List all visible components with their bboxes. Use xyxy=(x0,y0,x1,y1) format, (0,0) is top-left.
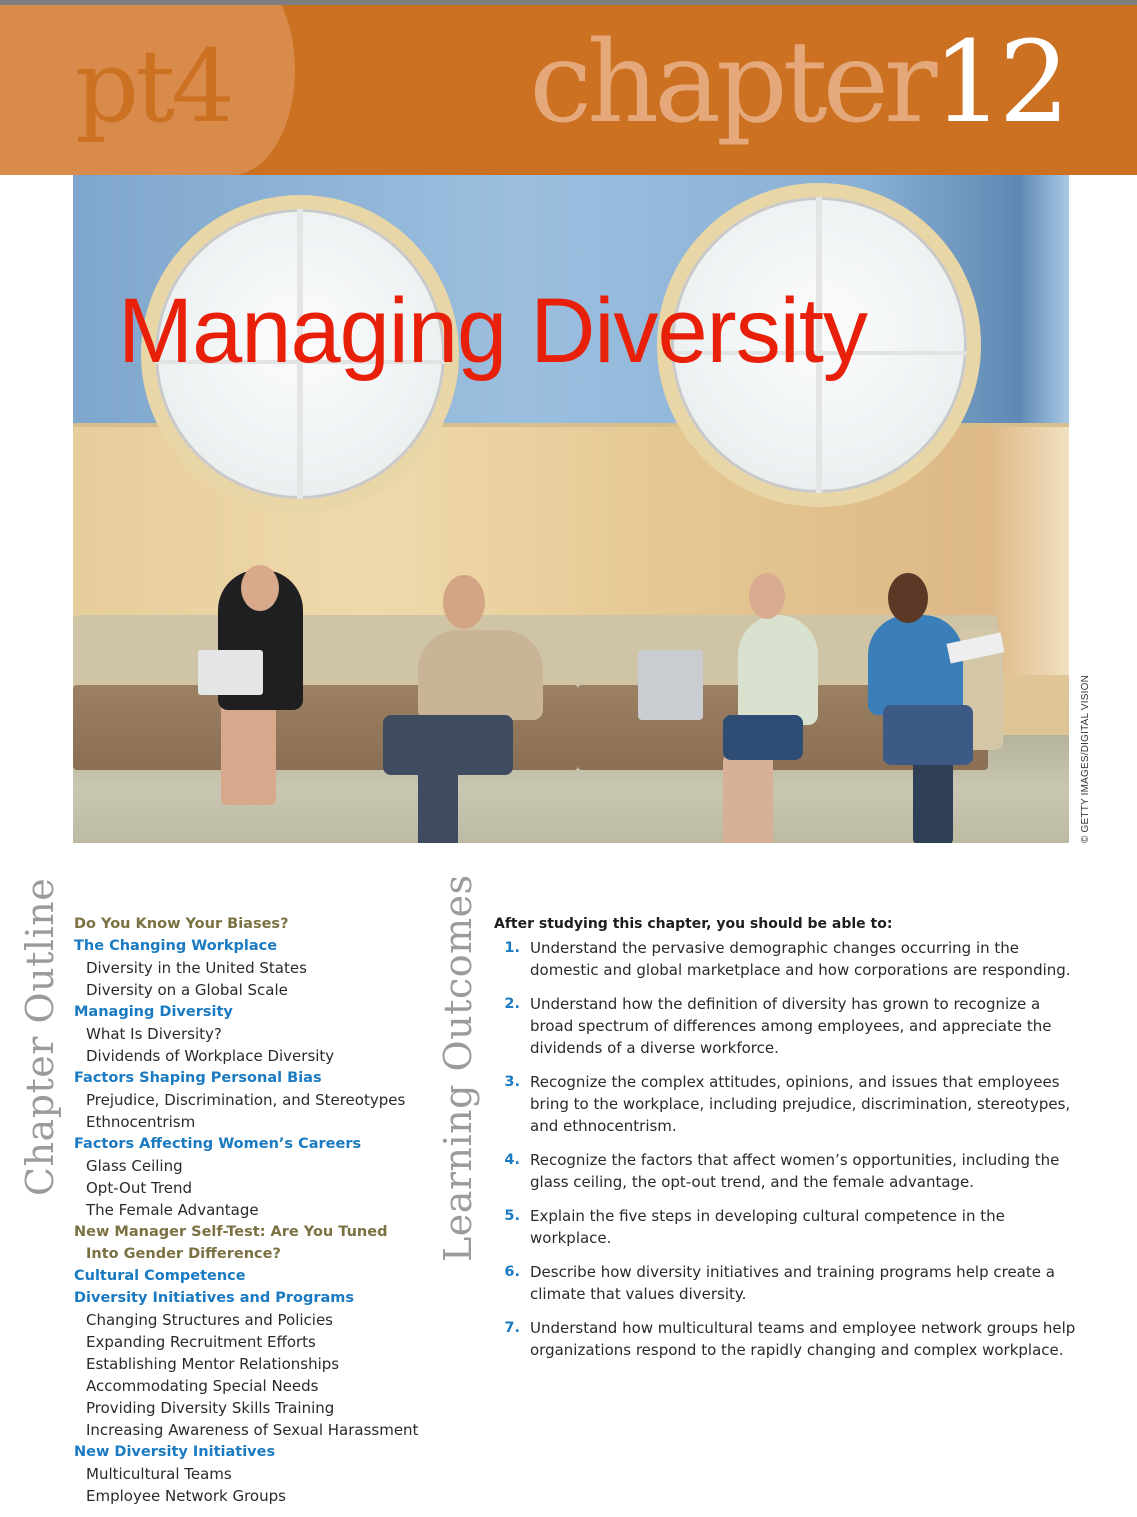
outline-subtopic: Glass Ceiling xyxy=(86,1157,183,1175)
outline-subtopic: Increasing Awareness of Sexual Harassment xyxy=(86,1421,419,1439)
learning-outcome-item xyxy=(494,1149,1084,1193)
chapter-label xyxy=(529,18,1065,148)
laptop xyxy=(198,650,263,695)
chapter-opening-photo xyxy=(73,175,1069,843)
outline-subtopic: Diversity on a Global Scale xyxy=(86,981,288,999)
outline-subtopic: Opt-Out Trend xyxy=(86,1179,193,1197)
outcome-number: 5. xyxy=(504,1208,520,1224)
briefcase xyxy=(638,650,703,720)
outline-subtopic: Employee Network Groups xyxy=(86,1487,286,1505)
chapter-outline xyxy=(74,913,424,1507)
outcome-number: 3. xyxy=(504,1074,520,1090)
learning-outcome-item xyxy=(494,993,1084,1059)
outline-section: Managing Diversity xyxy=(74,1004,233,1020)
outline-subtopic: Ethnocentrism xyxy=(86,1113,196,1131)
chapter-header-band xyxy=(0,5,1137,175)
learning-outcome-item xyxy=(494,1205,1084,1249)
outline-feature: New Manager Self-Test: Are You Tuned xyxy=(74,1224,388,1240)
learning-outcomes-list xyxy=(494,937,1084,1361)
outcome-number: 1. xyxy=(504,940,520,956)
learning-outcomes-intro: After studying this chapter, you should be able to: xyxy=(494,916,893,932)
outline-subtopic: Providing Diversity Skills Training xyxy=(86,1399,335,1417)
outcome-text: Recognize the complex attitudes, opinions, and issues that employees bring to the workplace, including prejudice, discrimination, stereotypes, and ethnocentrism. xyxy=(530,1073,1071,1135)
outline-subtopic: Multicultural Teams xyxy=(86,1465,232,1483)
person-1-head xyxy=(241,565,279,611)
outcome-number: 2. xyxy=(504,996,520,1012)
outline-feature: Do You Know Your Biases? xyxy=(74,916,289,932)
outline-section: Factors Shaping Personal Bias xyxy=(74,1070,322,1086)
person-2-head xyxy=(443,575,485,629)
outline-subtopic: Dividends of Workplace Diversity xyxy=(86,1047,335,1065)
person-4-head xyxy=(888,573,928,623)
outline-feature: Into Gender Difference? xyxy=(86,1246,281,1262)
chapter-title: Managing Diversity xyxy=(118,280,868,382)
person-3-skirt xyxy=(723,715,803,760)
chapter-word: chapter xyxy=(529,18,933,148)
outcome-text: Recognize the factors that affect women’s opportunities, including the glass ceiling, the opt-out trend, and the female advantage. xyxy=(530,1151,1060,1191)
learning-outcome-item xyxy=(494,1071,1084,1137)
learning-outcomes xyxy=(494,913,1084,1373)
outline-section: Diversity Initiatives and Programs xyxy=(74,1290,355,1306)
outline-subtopic: Changing Structures and Policies xyxy=(86,1311,333,1329)
outline-subtopic: Prejudice, Discrimination, and Stereotypes xyxy=(86,1091,406,1109)
photo-credit: © GETTY IMAGES/DIGITAL VISION xyxy=(1080,674,1091,843)
person-3-head xyxy=(749,573,785,619)
outcome-text: Understand how multicultural teams and employee network groups help organizations respond to the rapidly changing and complex workplace. xyxy=(530,1319,1076,1359)
learning-outcomes-label: Learning Outcomes xyxy=(436,874,480,1262)
part-label: pt4 xyxy=(75,28,231,145)
outline-section: New Diversity Initiatives xyxy=(74,1444,276,1460)
outline-subtopic: Establishing Mentor Relationships xyxy=(86,1355,340,1373)
person-3-woman-briefcase xyxy=(738,615,818,725)
chapter-number: 12 xyxy=(932,18,1065,148)
outline-subtopic: The Female Advantage xyxy=(86,1201,259,1219)
outcome-text: Understand how the definition of diversity has grown to recognize a broad spectrum of differences among employees, and appreciate the dividends of a diverse workforce. xyxy=(530,995,1052,1057)
outcome-number: 6. xyxy=(504,1264,520,1280)
outline-subtopic: Accommodating Special Needs xyxy=(86,1377,319,1395)
outcome-text: Understand the pervasive demographic changes occurring in the domestic and global marketplace and how corporations are responding. xyxy=(530,939,1071,979)
outcome-text: Describe how diversity initiatives and training programs help create a climate that values diversity. xyxy=(530,1263,1055,1303)
outcome-number: 7. xyxy=(504,1320,520,1336)
outline-section: Factors Affecting Women’s Careers xyxy=(74,1136,362,1152)
outcome-number: 4. xyxy=(504,1152,520,1168)
outline-subtopic: Diversity in the United States xyxy=(86,959,307,977)
outline-section: Cultural Competence xyxy=(74,1268,246,1284)
outline-subtopic: Expanding Recruitment Efforts xyxy=(86,1333,316,1351)
learning-outcome-item xyxy=(494,1261,1084,1305)
outcome-text: Explain the five steps in developing cultural competence in the workplace. xyxy=(530,1207,1005,1247)
person-3-legs xyxy=(723,755,773,843)
person-4-man-reading xyxy=(868,615,963,715)
learning-outcome-item xyxy=(494,1317,1084,1361)
chapter-outline-label: Chapter Outline xyxy=(18,877,62,1196)
outline-subtopic: What Is Diversity? xyxy=(86,1025,222,1043)
learning-outcome-item xyxy=(494,937,1084,981)
person-1-legs xyxy=(221,695,276,805)
person-2-man-phone xyxy=(418,630,543,720)
outline-section: The Changing Workplace xyxy=(74,938,278,954)
person-2-legs xyxy=(383,715,513,775)
person-4-legs xyxy=(883,705,973,765)
